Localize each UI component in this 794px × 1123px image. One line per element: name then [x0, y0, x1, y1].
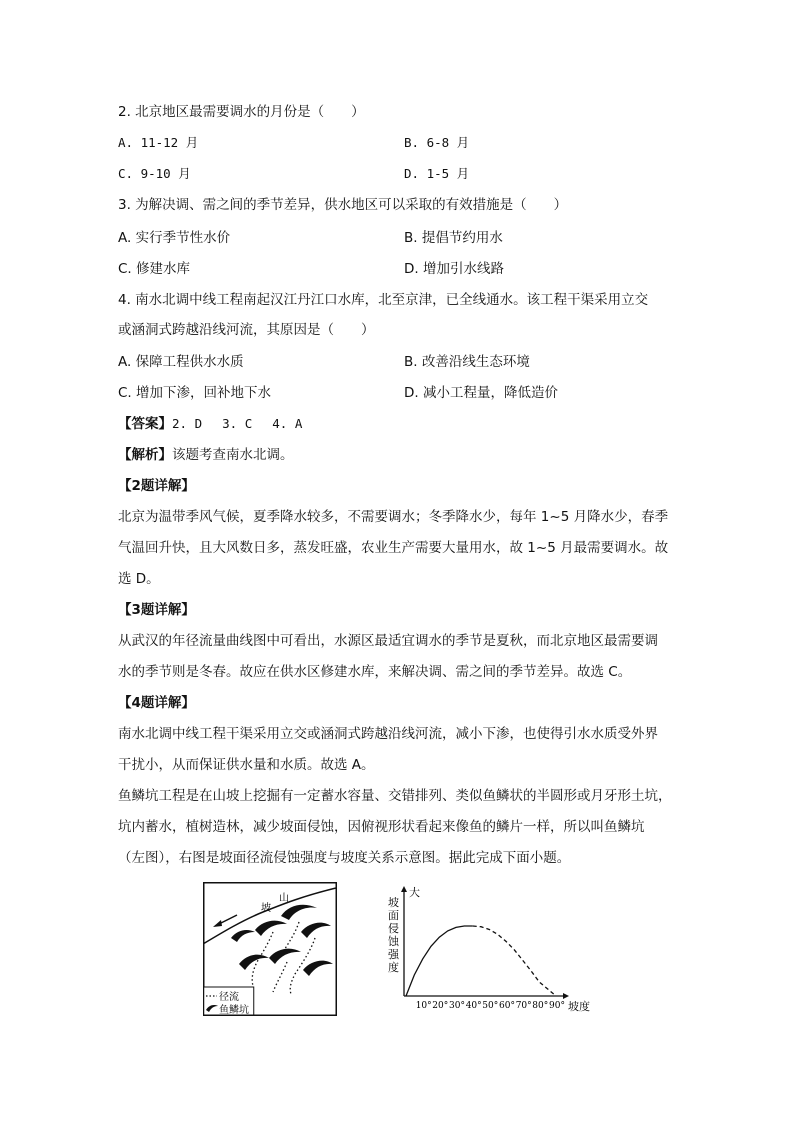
q4-option-b: B. 改善沿线生态环境 [404, 354, 530, 370]
intro-line2: 坑内蓄水，植树造林，减少坡面侵蚀，因俯视形状看起来像鱼的鳞片一样，所以叫鱼鳞坑 [118, 819, 645, 835]
y-axis-top-label: 大 [409, 886, 420, 899]
q3-option-b: B. 提倡节约用水 [404, 230, 503, 246]
fish-scale-pit-figure [203, 882, 337, 1016]
analysis-label: 【解析】 [118, 447, 172, 463]
detail-3-heading: 【3题详解】 [118, 602, 195, 618]
x-tick-label: 80° [532, 1001, 549, 1011]
q4-option-d: D. 减小工程量，降低造价 [404, 385, 558, 401]
slope-label-shan: 山 [279, 893, 289, 904]
intro-line3: （左图），右图是坡面径流侵蚀强度与坡度关系示意图。据此完成下面小题。 [118, 850, 571, 866]
detail-2-line2: 气温回升快，且大风数日多，蒸发旺盛，农业生产需要大量用水，故 1~5 月最需要调水。故 [118, 540, 669, 556]
detail-4-heading: 【4题详解】 [118, 695, 195, 711]
analysis-row [118, 445, 294, 465]
answer-row [118, 414, 302, 434]
detail-3-line1: 从武汉的年径流量曲线图中可看出，水源区最适宜调水的季节是夏秋，而北京地区最需要调 [118, 633, 658, 649]
q3-option-c: C. 修建水库 [118, 261, 191, 277]
q4-stem-line2: 或涵洞式跨越沿线河流，其原因是（ ） [118, 322, 375, 338]
answer-text: 2. D 3. C 4. A [172, 416, 303, 431]
y-axis-label [388, 895, 400, 974]
detail-4-line2: 干扰小，从而保证供水量和水质。故选 A。 [118, 757, 375, 773]
x-tick-label: 90° [549, 1001, 565, 1011]
y-axis-label-char: 面 [388, 909, 399, 922]
detail-2-line1: 北京为温带季风气候，夏季降水较多，不需要调水；冬季降水少，每年 1~5 月降水少，春季 [118, 509, 669, 525]
x-tick-label: 40° [465, 1001, 482, 1011]
y-axis-label-char: 侵 [388, 922, 399, 935]
y-axis-label-char: 度 [388, 961, 399, 974]
detail-3-line2: 水的季节则是冬春。故应在供水区修建水库，来解决调、需之间的季节差异。故选 C。 [118, 664, 632, 680]
x-axis-label: 坡度 [568, 1000, 590, 1013]
chart-axes [388, 886, 569, 999]
slope-label-po: 坡 [261, 903, 271, 914]
q3-option-d: D. 增加引水线路 [404, 261, 504, 277]
erosion-curve-solid [406, 926, 473, 996]
q2-option-d: D. 1-5 月 [404, 166, 470, 181]
q2-stem: 2. 北京地区最需要调水的月份是（ ） [118, 104, 365, 120]
detail-4-line1: 南水北调中线工程干渠采用立交或涵洞式跨越沿线河流，减小下渗，也使得引水水质受外界 [118, 726, 658, 742]
q2-option-a: A. 11-12 月 [118, 135, 199, 150]
q4-option-a: A. 保障工程供水水质 [118, 354, 244, 370]
q3-option-a: A. 实行季节性水价 [118, 230, 231, 246]
y-axis-label-char: 坡 [388, 896, 399, 909]
detail-2-heading: 【2题详解】 [118, 478, 195, 494]
chart-ticks [416, 1001, 565, 1011]
y-axis-label-char: 强 [388, 948, 399, 961]
y-axis-arrow [401, 886, 407, 892]
q4-stem-line1: 4. 南水北调中线工程南起汉江丹江口水库，北至京津，已全线通水。该工程干渠采用立交 [118, 292, 649, 308]
legend-runoff-label: 径流 [219, 992, 239, 1003]
erosion-slope-chart [368, 884, 600, 1014]
intro-line1: 鱼鳞坑工程是在山坡上挖掘有一定蓄水容量、交错排列、类似鱼鳞状的半圆形或月牙形土坑， [118, 788, 672, 804]
q3-stem: 3. 为解决调、需之间的季节差异，供水地区可以采取的有效措施是（ ） [118, 197, 568, 213]
answer-label: 【答案】 [118, 416, 172, 432]
y-axis-label-char: 蚀 [388, 935, 399, 948]
q2-option-b: B. 6-8 月 [404, 135, 470, 150]
erosion-curve-dashed [473, 926, 556, 996]
legend-pit-label: 鱼鳞坑 [219, 1005, 249, 1016]
chart-lines [406, 926, 556, 996]
x-axis-arrow [563, 993, 569, 999]
x-tick-label: 10° [415, 1001, 432, 1011]
x-tick-label: 30° [449, 1001, 465, 1011]
x-tick-label: 20° [432, 1001, 449, 1011]
x-tick-label: 50° [482, 1001, 499, 1011]
q2-option-c: C. 9-10 月 [118, 166, 191, 181]
q4-option-c: C. 增加下渗，回补地下水 [118, 385, 272, 401]
x-tick-label: 70° [515, 1001, 532, 1011]
x-tick-label: 60° [499, 1001, 515, 1011]
detail-2-line3: 选 D。 [118, 571, 160, 587]
analysis-text: 该题考查南水北调。 [172, 447, 294, 463]
